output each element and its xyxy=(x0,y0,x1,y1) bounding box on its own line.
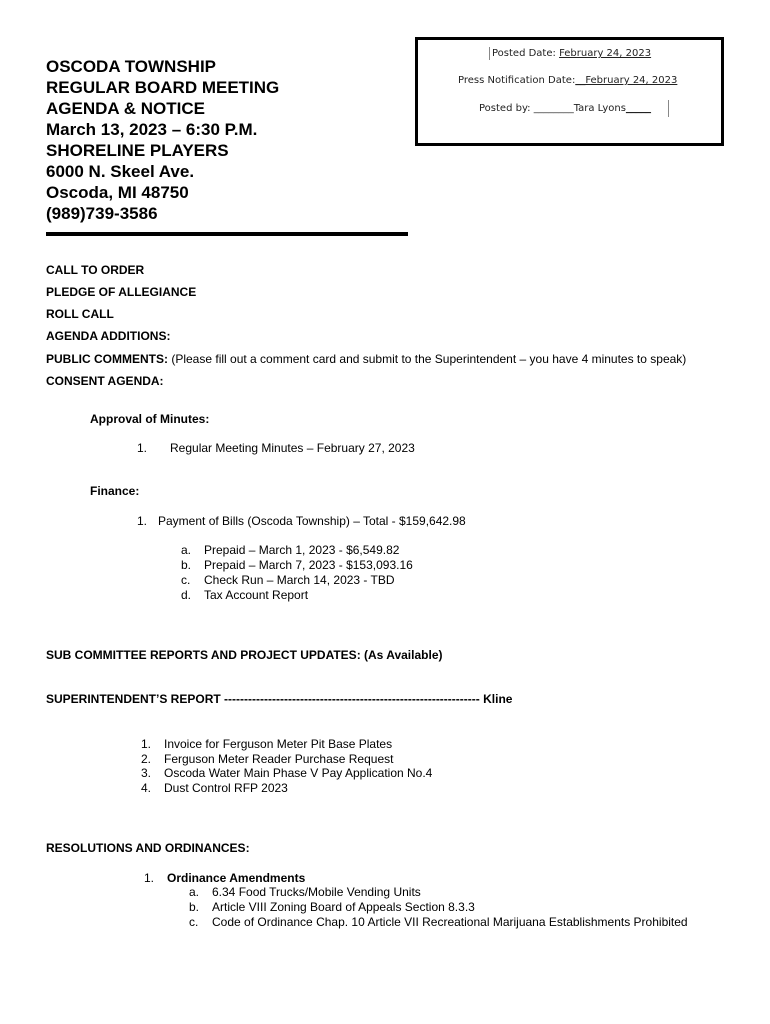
text-cursor-mark xyxy=(489,47,490,60)
public-comments-text: (Please fill out a comment card and submit to the Superintendent – you have 4 minutes to speak) xyxy=(168,352,687,366)
finance-item-text: Payment of Bills (Oscoda Township) – Total - $159,642.98 xyxy=(158,514,466,528)
ordinance-subitem-text: Article VIII Zoning Board of Appeals Section 8.3.3 xyxy=(212,900,475,914)
header-line-street: 6000 N. Skeel Ave. xyxy=(46,162,195,181)
agenda-additions: AGENDA ADDITIONS: xyxy=(46,329,171,343)
posted-by-value: Tara Lyons xyxy=(573,103,626,114)
ordinance-subitem-letter: b. xyxy=(189,900,200,914)
posted-date-label: Posted Date: xyxy=(492,48,560,59)
press-notification-line xyxy=(458,75,677,86)
approval-of-minutes-heading: Approval of Minutes: xyxy=(90,412,210,426)
header-line-date-time: March 13, 2023 – 6:30 P.M. xyxy=(46,120,258,139)
ordinance-item-number: 1. xyxy=(144,871,155,885)
press-notification-label: Press Notification Date: xyxy=(458,75,576,86)
resolutions-and-ordinances: RESOLUTIONS AND ORDINANCES: xyxy=(46,841,250,855)
finance-subitem-letter: c. xyxy=(181,573,191,587)
consent-agenda: CONSENT AGENDA: xyxy=(46,374,164,388)
posted-by-line xyxy=(479,103,651,114)
ordinance-subitem-letter: a. xyxy=(189,885,200,899)
ordinance-subitem-text: 6.34 Food Trucks/Mobile Vending Units xyxy=(212,885,421,899)
ordinance-item-text: Ordinance Amendments xyxy=(167,871,306,885)
public-comments-label: PUBLIC COMMENTS: xyxy=(46,352,168,366)
pledge-of-allegiance: PLEDGE OF ALLEGIANCE xyxy=(46,285,197,299)
superintendent-report: SUPERINTENDENT’S REPORT ---------------------------------------------------------------- Kline xyxy=(46,692,513,706)
finance-subitem-letter: b. xyxy=(181,558,192,572)
superintendent-item-number: 2. xyxy=(141,752,152,766)
finance-subitem-text: Prepaid – March 1, 2023 - $6,549.82 xyxy=(204,543,400,557)
header-line-venue: SHORELINE PLAYERS xyxy=(46,141,229,160)
approval-item-number: 1. xyxy=(137,441,148,455)
finance-subitem-letter: d. xyxy=(181,588,192,602)
finance-subitem-letter: a. xyxy=(181,543,192,557)
header-line-agenda-notice: AGENDA & NOTICE xyxy=(46,99,205,118)
field-edge-mark xyxy=(668,100,669,117)
finance-subitem-text: Tax Account Report xyxy=(204,588,309,602)
roll-call: ROLL CALL xyxy=(46,307,114,321)
ordinance-subitem-text: Code of Ordinance Chap. 10 Article VII Recreational Marijuana Establishments Prohibited xyxy=(212,915,688,929)
posted-info-box xyxy=(415,37,724,146)
header-line-township: OSCODA TOWNSHIP xyxy=(46,57,217,76)
superintendent-item-text: Ferguson Meter Reader Purchase Request xyxy=(164,752,394,766)
ordinance-subitem-letter: c. xyxy=(189,915,199,929)
finance-item-number: 1. xyxy=(137,514,148,528)
finance-subitem-text: Prepaid – March 7, 2023 - $153,093.16 xyxy=(204,558,413,572)
finance-subitem-text: Check Run – March 14, 2023 - TBD xyxy=(204,573,395,587)
press-notification-value: __February 24, 2023 xyxy=(575,75,678,86)
superintendent-item-text: Dust Control RFP 2023 xyxy=(164,781,288,795)
posted-date-line xyxy=(492,48,651,59)
finance-heading: Finance: xyxy=(90,484,140,498)
subcommittee-reports: SUB COMMITTEE REPORTS AND PROJECT UPDATES: (As Available) xyxy=(46,648,443,662)
superintendent-item-number: 3. xyxy=(141,766,152,780)
header-line-meeting-type: REGULAR BOARD MEETING xyxy=(46,78,280,97)
posted-date-value: February 24, 2023 xyxy=(559,48,652,59)
header-line-city: Oscoda, MI 48750 xyxy=(46,183,189,202)
header-divider xyxy=(46,232,408,236)
superintendent-item-text: Oscoda Water Main Phase V Pay Application No.4 xyxy=(164,766,433,780)
posted-by-label: Posted by: ________ xyxy=(479,103,574,114)
public-comments xyxy=(46,352,686,366)
call-to-order: CALL TO ORDER xyxy=(46,263,145,277)
header-line-phone: (989)739-3586 xyxy=(46,204,158,223)
superintendent-item-number: 1. xyxy=(141,737,152,751)
posted-by-trail: _____ xyxy=(625,103,651,114)
superintendent-item-text: Invoice for Ferguson Meter Pit Base Plates xyxy=(164,737,393,751)
superintendent-item-number: 4. xyxy=(141,781,152,795)
approval-item-text: Regular Meeting Minutes – February 27, 2023 xyxy=(170,441,415,455)
meeting-header xyxy=(46,56,279,224)
